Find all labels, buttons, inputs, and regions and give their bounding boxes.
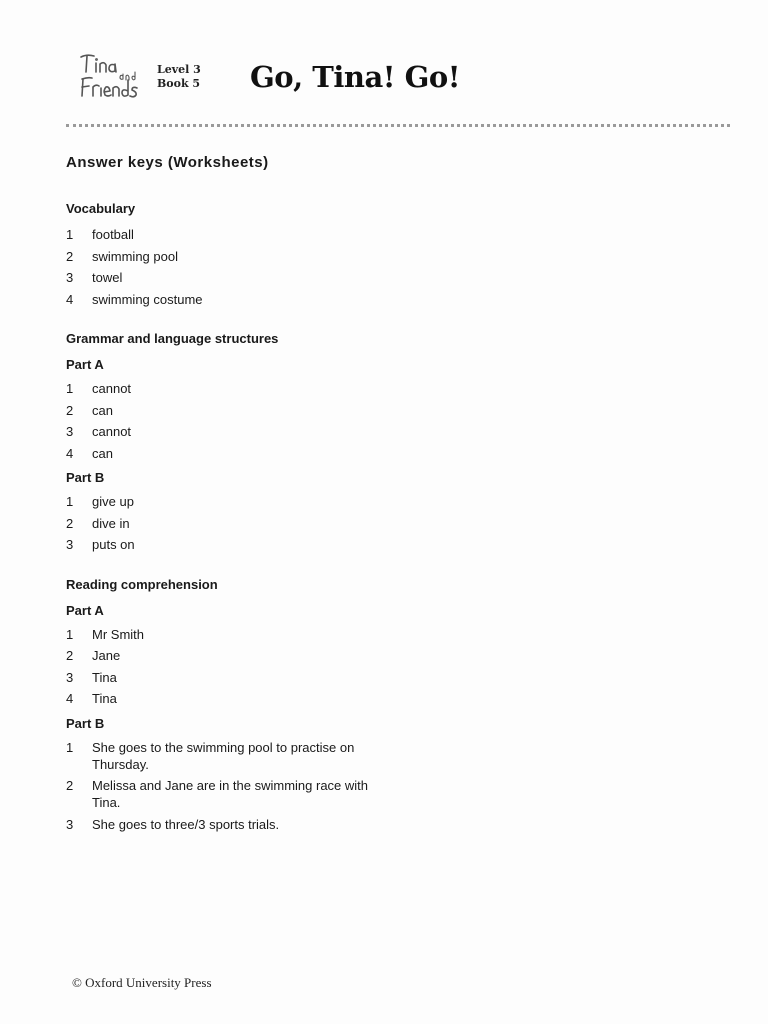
grammar-part-a-list bbox=[66, 380, 386, 462]
item-answer: dive in bbox=[92, 515, 130, 531]
item-answer: Mr Smith bbox=[92, 626, 144, 642]
item-number: 4 bbox=[66, 691, 74, 706]
vocabulary-list bbox=[66, 226, 386, 308]
list-item bbox=[66, 269, 386, 286]
item-answer: swimming pool bbox=[92, 248, 178, 264]
reading-part-a-list bbox=[66, 626, 386, 708]
list-item bbox=[66, 380, 386, 397]
item-answer: She goes to the swimming pool to practise on Thursday. bbox=[92, 739, 355, 772]
document-title: Go, Tina! Go! bbox=[250, 60, 460, 94]
item-number: 2 bbox=[66, 515, 74, 531]
item-number: 2 bbox=[66, 248, 74, 264]
item-answer: can bbox=[92, 445, 113, 461]
header-divider bbox=[66, 124, 730, 127]
reading-part-a-heading: Part A bbox=[66, 602, 104, 618]
item-number: 3 bbox=[66, 537, 74, 552]
item-answer: puts on bbox=[92, 537, 135, 552]
grammar-part-b-list bbox=[66, 493, 386, 553]
list-item bbox=[66, 402, 386, 419]
item-number: 3 bbox=[66, 424, 74, 439]
list-item bbox=[66, 493, 386, 510]
list-item bbox=[66, 423, 386, 440]
tina-and-friends-logo bbox=[79, 53, 145, 99]
item-answer: can bbox=[92, 402, 113, 418]
grammar-heading: Grammar and language structures bbox=[66, 331, 279, 346]
list-item bbox=[66, 669, 386, 686]
list-item bbox=[66, 626, 386, 643]
list-item bbox=[66, 739, 386, 773]
list-item bbox=[66, 291, 386, 308]
item-answer: towel bbox=[92, 270, 123, 285]
item-number: 1 bbox=[66, 494, 74, 509]
item-number: 2 bbox=[66, 402, 74, 418]
vocabulary-heading: Vocabulary bbox=[66, 201, 136, 216]
item-number: 2 bbox=[66, 778, 74, 793]
list-item bbox=[66, 647, 386, 664]
item-number: 3 bbox=[66, 669, 74, 685]
item-answer: Tina bbox=[92, 669, 117, 685]
item-answer: cannot bbox=[92, 381, 132, 396]
item-answer: She goes to three/3 sports trials. bbox=[92, 816, 280, 832]
copyright-footer: © Oxford University Press bbox=[72, 975, 212, 990]
item-number: 1 bbox=[66, 381, 74, 396]
item-number: 3 bbox=[66, 270, 74, 285]
list-item bbox=[66, 445, 386, 462]
reading-heading: Reading comprehension bbox=[66, 576, 218, 592]
grammar-part-b-heading: Part B bbox=[66, 470, 105, 485]
item-number: 4 bbox=[66, 445, 74, 461]
answer-key-content bbox=[66, 152, 386, 837]
item-number: 1 bbox=[66, 739, 74, 755]
list-item bbox=[66, 515, 386, 532]
reading-part-b-list bbox=[66, 739, 386, 833]
list-item bbox=[66, 690, 386, 707]
level-label: Level 3 bbox=[157, 63, 201, 76]
book-label: Book 5 bbox=[157, 77, 201, 90]
reading-part-b-heading: Part B bbox=[66, 715, 105, 731]
item-answer: Tina bbox=[92, 691, 117, 706]
list-item bbox=[66, 248, 386, 265]
list-item bbox=[66, 226, 386, 243]
item-number: 1 bbox=[66, 227, 74, 242]
list-item bbox=[66, 536, 386, 553]
level-book-info bbox=[157, 63, 201, 91]
item-number: 1 bbox=[66, 626, 74, 642]
item-number: 2 bbox=[66, 648, 74, 663]
item-number: 3 bbox=[66, 816, 74, 832]
item-answer: football bbox=[92, 227, 134, 242]
list-item bbox=[66, 777, 386, 811]
grammar-part-a-heading: Part A bbox=[66, 357, 104, 372]
page-heading: Answer keys (Worksheets) bbox=[66, 154, 269, 171]
item-answer: Jane bbox=[92, 648, 121, 663]
item-answer: give up bbox=[92, 494, 134, 509]
list-item bbox=[66, 816, 386, 833]
logo-graphic bbox=[79, 53, 145, 99]
item-answer: Melissa and Jane are in the swimming race with Tina. bbox=[92, 778, 369, 810]
item-number: 4 bbox=[66, 291, 74, 307]
item-answer: cannot bbox=[92, 424, 132, 439]
item-answer: swimming costume bbox=[92, 291, 203, 307]
